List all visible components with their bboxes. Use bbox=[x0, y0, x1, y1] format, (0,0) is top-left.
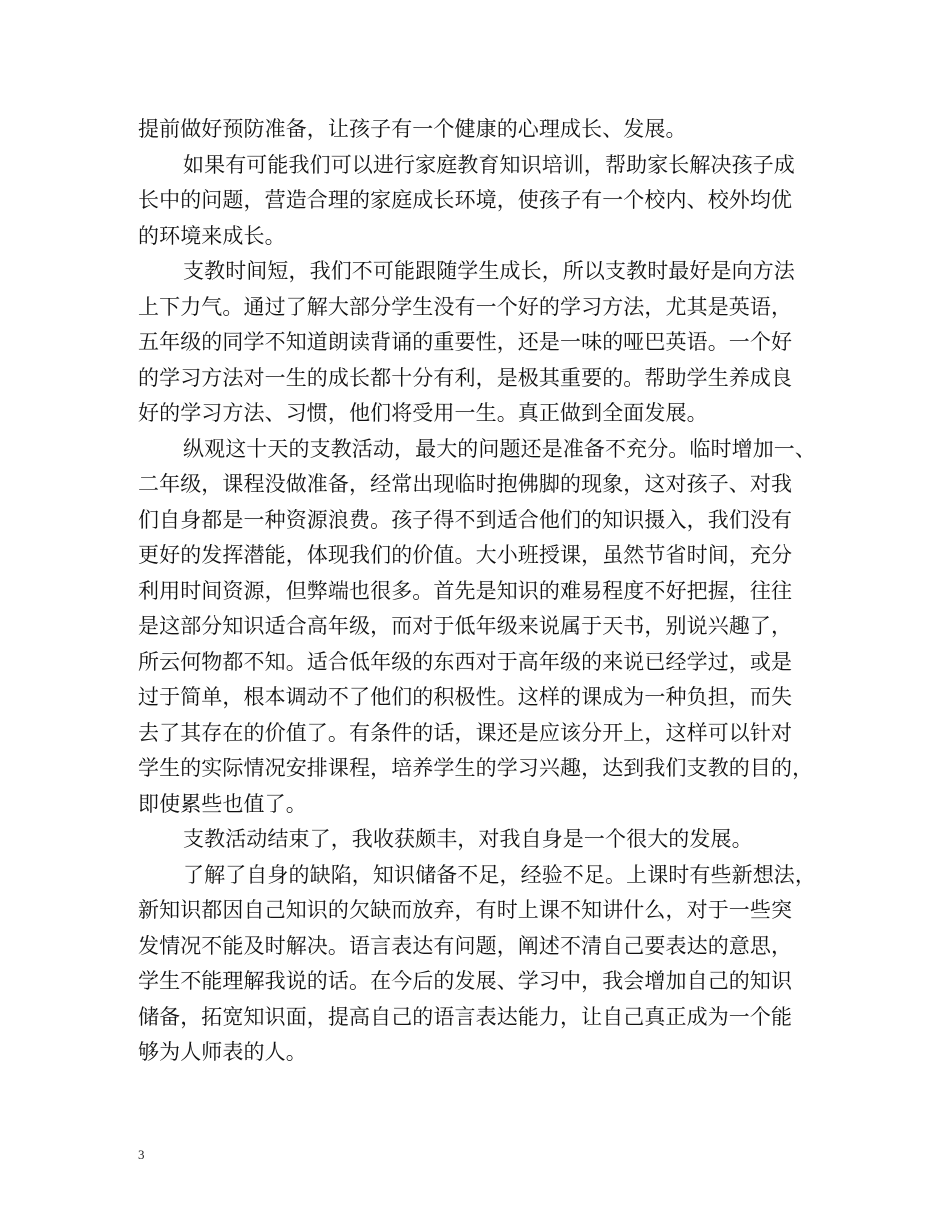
text-line: 纵观这十天的支教活动，最大的问题还是准备不充分。临时增加一、 bbox=[183, 436, 816, 461]
text-line: 如果有可能我们可以进行家庭教育知识培训，帮助家长解决孩子成 bbox=[183, 152, 795, 177]
text-line: 支教活动结束了，我收获颇丰，对我自身是一个很大的发展。 bbox=[183, 827, 753, 851]
text-line: 的学习方法对一生的成长都十分有利，是极其重要的。帮助学生养成良 bbox=[138, 365, 793, 390]
text-line: 发情况不能及时解决。语言表达有问题，阐述不清自己要表达的意思， bbox=[138, 933, 793, 958]
text-line: 所云何物都不知。适合低年级的东西对于高年级的来说已经学过，或是 bbox=[138, 649, 793, 674]
page-number: 3 bbox=[138, 1147, 145, 1162]
text-line: 提前做好预防准备，让孩子有一个健康的心理成长、发展。 bbox=[138, 117, 687, 141]
text-line: 们自身都是一种资源浪费。孩子得不到适合他们的知识摄入，我们没有 bbox=[138, 507, 793, 532]
text-line: 二年级，课程没做准备，经常出现临时抱佛脚的现象，这对孩子、对我 bbox=[138, 472, 793, 496]
text-line: 上下力气。通过了解大部分学生没有一个好的学习方法，尤其是英语， bbox=[138, 294, 793, 319]
text-line: 五年级的同学不知道朗读背诵的重要性，还是一味的哑巴英语。一个好 bbox=[138, 330, 793, 354]
document-body bbox=[138, 112, 838, 1071]
text-line: 长中的问题，营造合理的家庭成长环境，使孩子有一个校内、校外均优 bbox=[138, 188, 793, 212]
text-line: 够为人师表的人。 bbox=[138, 1040, 307, 1064]
text-line: 储备，拓宽知识面，提高自己的语言表达能力，让自己真正成为一个能 bbox=[138, 1004, 793, 1029]
text-line: 的环境来成长。 bbox=[138, 223, 286, 248]
text-line: 学生的实际情况安排课程，培养学生的学习兴趣，达到我们支教的目的， bbox=[138, 756, 814, 780]
text-line: 过于简单，根本调动不了他们的积极性。这样的课成为一种负担，而失 bbox=[138, 685, 793, 709]
text-line: 新知识都因自己知识的欠缺而放弃，有时上课不知讲什么，对于一些突 bbox=[138, 898, 793, 922]
text-line: 更好的发挥潜能，体现我们的价值。大小班授课，虽然节省时间，充分 bbox=[138, 543, 793, 567]
text-line: 是这部分知识适合高年级，而对于低年级来说属于天书，别说兴趣了， bbox=[138, 614, 793, 638]
text-line: 利用时间资源，但弊端也很多。首先是知识的难易程度不好把握，往往 bbox=[138, 578, 793, 603]
text-line: 支教时间短，我们不可能跟随学生成长，所以支教时最好是向方法 bbox=[183, 259, 795, 283]
text-line: 去了其存在的价值了。有条件的话，课还是应该分开上，这样可以针对 bbox=[138, 720, 793, 745]
text-line: 学生不能理解我说的话。在今后的发展、学习中，我会增加自己的知识 bbox=[138, 969, 793, 993]
text-line: 即使累些也值了。 bbox=[138, 791, 307, 816]
text-line: 好的学习方法、习惯，他们将受用一生。真正做到全面发展。 bbox=[138, 401, 708, 425]
text-line: 了解了自身的缺陷，知识储备不足，经验不足。上课时有些新想法， bbox=[183, 862, 816, 887]
